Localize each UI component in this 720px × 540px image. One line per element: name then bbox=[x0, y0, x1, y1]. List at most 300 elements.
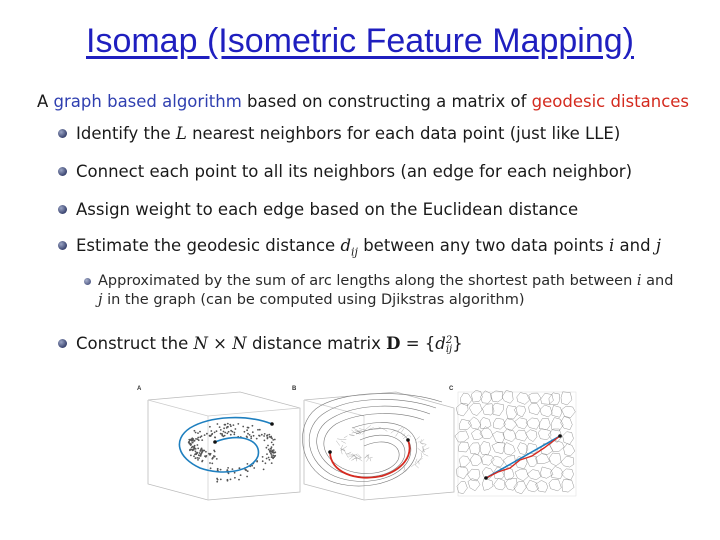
scatter-point bbox=[217, 423, 219, 425]
graph-cell bbox=[480, 391, 491, 404]
graph-cell bbox=[459, 419, 471, 430]
scatter-point bbox=[238, 479, 240, 481]
scatter-point bbox=[230, 434, 232, 436]
figure-label-c: C bbox=[449, 386, 454, 392]
scatter-point bbox=[266, 458, 268, 460]
bullet-text: Construct the bbox=[76, 334, 194, 353]
graph-cell bbox=[457, 482, 468, 494]
graph-edge bbox=[415, 461, 419, 465]
scatter-point bbox=[245, 469, 247, 471]
graph-edge bbox=[417, 458, 423, 462]
graph-cell bbox=[482, 467, 494, 478]
graph-edge bbox=[353, 428, 359, 431]
graph-cell bbox=[482, 454, 495, 465]
scatter-point bbox=[214, 437, 216, 439]
scatter-point bbox=[269, 450, 271, 452]
scatter-point bbox=[272, 451, 274, 453]
scatter-point bbox=[214, 432, 216, 434]
graph-cell bbox=[561, 392, 572, 405]
graph-cell bbox=[503, 468, 514, 480]
graph-edge bbox=[420, 443, 423, 445]
scatter-point bbox=[232, 431, 234, 433]
scatter-point bbox=[261, 434, 263, 436]
scatter-point bbox=[247, 463, 249, 465]
scatter-point bbox=[190, 444, 192, 446]
scatter-point bbox=[274, 439, 276, 441]
scatter-point bbox=[192, 450, 194, 452]
graph-cell bbox=[494, 418, 506, 429]
scatter-point bbox=[242, 426, 244, 428]
scatter-point bbox=[244, 467, 246, 469]
scatter-point bbox=[216, 430, 218, 432]
scatter-point bbox=[194, 445, 196, 447]
scatter-point bbox=[193, 455, 195, 457]
scatter-point bbox=[272, 452, 274, 454]
scatter-point bbox=[274, 452, 276, 454]
bullet-icon bbox=[58, 241, 67, 250]
scatter-point bbox=[209, 462, 211, 464]
scatter-point bbox=[271, 456, 273, 458]
graph-edge bbox=[341, 450, 342, 451]
scatter-point bbox=[200, 454, 202, 456]
scatter-point bbox=[227, 471, 229, 473]
scatter-point bbox=[201, 461, 203, 463]
scatter-point bbox=[189, 449, 191, 451]
scatter-point bbox=[201, 452, 203, 454]
scatter-point bbox=[274, 451, 276, 453]
scatter-point bbox=[232, 468, 234, 470]
bullet-text: Identify the bbox=[76, 124, 176, 143]
graph-cell bbox=[514, 406, 526, 417]
scatter-point bbox=[197, 448, 199, 450]
scatter-point bbox=[216, 481, 218, 483]
graph-cell bbox=[538, 429, 551, 440]
scatter-point bbox=[197, 444, 199, 446]
scatter-point bbox=[265, 462, 267, 464]
graph-edge bbox=[358, 455, 361, 459]
scatter-point bbox=[273, 452, 275, 454]
scatter-point bbox=[212, 457, 214, 459]
graph-cell bbox=[536, 454, 550, 464]
scatter-point bbox=[191, 442, 193, 444]
scatter-point bbox=[200, 455, 202, 457]
scatter-point bbox=[196, 452, 198, 454]
bullet-text: Connect each point to all its neighbors (an edge for each neighbor) bbox=[76, 162, 633, 181]
graph-edge bbox=[423, 448, 424, 453]
graph-cell bbox=[468, 479, 480, 491]
scatter-point bbox=[201, 452, 203, 454]
scatter-point bbox=[271, 442, 273, 444]
scatter-point bbox=[252, 463, 254, 465]
scatter-point bbox=[201, 448, 203, 450]
scatter-point bbox=[257, 429, 259, 431]
math-d: d bbox=[435, 334, 446, 353]
scatter-point bbox=[197, 437, 199, 439]
graph-cell bbox=[540, 405, 552, 417]
scatter-point bbox=[209, 435, 211, 437]
graph-edge bbox=[367, 455, 369, 459]
bullet-identify-neighbors bbox=[58, 124, 620, 143]
scatter-point bbox=[227, 426, 229, 428]
scatter-point bbox=[224, 424, 226, 426]
scatter-point bbox=[190, 444, 192, 446]
graph-edge bbox=[365, 455, 367, 458]
graph-cell bbox=[551, 418, 563, 431]
graph-cell bbox=[563, 432, 574, 445]
graph-edge bbox=[351, 457, 356, 460]
graph-cell bbox=[541, 467, 554, 478]
graph-edge bbox=[410, 435, 411, 437]
scatter-point bbox=[256, 461, 258, 463]
graph-edge bbox=[368, 455, 369, 459]
math-subscript-ij: ij bbox=[445, 343, 453, 355]
graph-cell bbox=[482, 478, 493, 490]
scatter-point bbox=[196, 457, 198, 459]
bullet-icon bbox=[58, 339, 67, 348]
math-i: i bbox=[636, 273, 642, 289]
scatter-point bbox=[213, 455, 215, 457]
graph-cell bbox=[526, 456, 537, 467]
scatter-point bbox=[217, 470, 219, 472]
math-N: N bbox=[232, 334, 247, 353]
bullet-icon bbox=[58, 205, 67, 214]
graph-cell bbox=[529, 393, 541, 403]
math-subscript-ij: ij bbox=[351, 245, 358, 259]
graph-edge bbox=[364, 455, 369, 459]
scatter-point bbox=[270, 448, 272, 450]
scatter-point bbox=[201, 451, 203, 453]
graph-cell bbox=[455, 431, 469, 442]
graph-edge bbox=[418, 448, 424, 453]
graph-edge bbox=[401, 428, 404, 432]
graph-cell bbox=[536, 480, 548, 492]
graph-edge bbox=[403, 435, 409, 439]
scatter-point bbox=[193, 440, 195, 442]
scatter-point bbox=[203, 450, 205, 452]
graph-cell bbox=[469, 403, 482, 415]
scatter-point bbox=[219, 426, 221, 428]
intro-highlight-geodesic: geodesic distances bbox=[531, 92, 690, 111]
scatter-point bbox=[244, 431, 246, 433]
figure-label-a: A bbox=[137, 386, 142, 392]
scatter-point bbox=[194, 440, 196, 442]
graph-cell bbox=[503, 455, 515, 466]
slide-title: Isomap (Isometric Feature Mapping) bbox=[86, 22, 634, 60]
graph-cell bbox=[515, 457, 527, 469]
scatter-point bbox=[256, 438, 258, 440]
scatter-point bbox=[190, 455, 192, 457]
scatter-point bbox=[247, 470, 249, 472]
scatter-point bbox=[199, 455, 201, 457]
graph-cell bbox=[503, 443, 515, 456]
graph-cell bbox=[526, 418, 540, 429]
scatter-point bbox=[246, 436, 248, 438]
graph-edge bbox=[384, 429, 387, 431]
graph-edge bbox=[411, 464, 414, 467]
graph-edge bbox=[341, 449, 342, 454]
scatter-point bbox=[191, 438, 193, 440]
figure-label-b: B bbox=[292, 386, 297, 392]
graph-edge bbox=[396, 432, 399, 437]
bullet-icon bbox=[58, 167, 67, 176]
scatter-point bbox=[199, 450, 201, 452]
scatter-point bbox=[204, 455, 206, 457]
scatter-point bbox=[268, 457, 270, 459]
scatter-point bbox=[194, 448, 196, 450]
scatter-point bbox=[271, 450, 273, 452]
scatter-point bbox=[250, 437, 252, 439]
sub-bullet-icon bbox=[84, 278, 91, 285]
scatter-point bbox=[198, 457, 200, 459]
scatter-point bbox=[202, 449, 204, 451]
graph-cell bbox=[552, 405, 562, 417]
scatter-point bbox=[228, 431, 230, 433]
scatter-point bbox=[193, 449, 195, 451]
scatter-point bbox=[246, 476, 248, 478]
scatter-point bbox=[253, 467, 255, 469]
graph-cell bbox=[458, 442, 469, 452]
scatter-point bbox=[209, 435, 211, 437]
scatter-point bbox=[227, 423, 229, 425]
scatter-point bbox=[266, 453, 268, 455]
scatter-point bbox=[259, 435, 261, 437]
graph-edge bbox=[394, 431, 398, 432]
graph-cell bbox=[561, 469, 574, 480]
scatter-point bbox=[189, 443, 191, 445]
scatter-point bbox=[206, 455, 208, 457]
scatter-point bbox=[220, 479, 222, 481]
scatter-point bbox=[271, 450, 273, 452]
scatter-point bbox=[192, 438, 194, 440]
graph-edge bbox=[341, 445, 343, 449]
scatter-point bbox=[270, 448, 272, 450]
scatter-point bbox=[223, 435, 225, 437]
graph-edge bbox=[349, 435, 354, 436]
graph-edge bbox=[421, 453, 422, 457]
scatter-point bbox=[234, 477, 236, 479]
scatter-point bbox=[273, 449, 275, 451]
scatter-point bbox=[206, 433, 208, 435]
scatter-point bbox=[227, 479, 229, 481]
scatter-point bbox=[195, 438, 197, 440]
scatter-point bbox=[247, 433, 249, 435]
scatter-point bbox=[270, 453, 272, 455]
scatter-point bbox=[264, 433, 266, 435]
scatter-point bbox=[262, 460, 264, 462]
graph-cell bbox=[491, 456, 504, 467]
scatter-point bbox=[267, 445, 269, 447]
graph-cell bbox=[502, 390, 513, 403]
scatter-point bbox=[273, 456, 275, 458]
scatter-point bbox=[201, 435, 203, 437]
scatter-point bbox=[200, 449, 202, 451]
graph-cell bbox=[549, 479, 561, 491]
graph-edge bbox=[346, 454, 349, 458]
intro-prefix: A bbox=[37, 92, 54, 111]
scatter-point bbox=[270, 451, 272, 453]
bullet-connect-neighbors bbox=[58, 162, 632, 181]
scatter-point bbox=[204, 434, 206, 436]
graph-cell bbox=[506, 406, 517, 420]
math-times: × bbox=[207, 334, 233, 353]
scatter-point bbox=[272, 439, 274, 441]
scatter-point bbox=[239, 467, 241, 469]
scatter-point bbox=[209, 453, 211, 455]
graph-edge bbox=[423, 445, 426, 448]
scatter-point bbox=[188, 441, 190, 443]
scatter-point bbox=[199, 436, 201, 438]
scatter-point bbox=[237, 436, 239, 438]
graph-cell bbox=[549, 453, 561, 466]
scatter-point bbox=[271, 437, 273, 439]
graph-edge bbox=[356, 430, 361, 432]
graph-cell bbox=[479, 441, 491, 455]
scatter-point bbox=[221, 435, 223, 437]
graph-cell bbox=[468, 417, 481, 429]
scatter-point bbox=[247, 427, 249, 429]
graph-edge bbox=[349, 457, 353, 460]
graph-edge bbox=[419, 456, 423, 460]
graph-edge bbox=[423, 454, 428, 457]
scatter-point bbox=[221, 433, 223, 435]
math-D: D bbox=[386, 334, 401, 353]
scatter-point bbox=[226, 427, 228, 429]
graph-edge bbox=[353, 454, 358, 457]
scatter-point bbox=[271, 454, 273, 456]
scatter-point bbox=[199, 452, 201, 454]
scatter-point bbox=[223, 431, 225, 433]
graph-edge bbox=[417, 437, 420, 440]
scatter-point bbox=[269, 436, 271, 438]
graph-cell bbox=[471, 429, 483, 440]
scatter-point bbox=[271, 451, 273, 453]
graph-edge bbox=[366, 458, 369, 462]
graph-cell bbox=[564, 444, 575, 456]
graph-cell bbox=[492, 403, 503, 415]
scatter-point bbox=[192, 442, 194, 444]
graph-edge bbox=[351, 430, 354, 433]
bullet-text: Estimate the geodesic distance bbox=[76, 236, 341, 255]
graph-edge bbox=[403, 433, 406, 436]
scatter-point bbox=[266, 435, 268, 437]
bullet-text: Assign weight to each edge based on the Euclidean distance bbox=[76, 200, 579, 219]
graph-edge bbox=[347, 452, 351, 454]
scatter-point bbox=[234, 432, 236, 434]
bullet-estimate-geodesic bbox=[58, 236, 661, 258]
graph-cell bbox=[471, 390, 482, 402]
graph-cell bbox=[526, 480, 539, 492]
graph-cell bbox=[456, 403, 468, 416]
graph-edge bbox=[357, 457, 362, 461]
graph-cell bbox=[470, 443, 481, 455]
scatter-point bbox=[223, 427, 225, 429]
graph-cell bbox=[529, 404, 541, 415]
math-L: L bbox=[175, 124, 187, 143]
scatter-point bbox=[224, 432, 226, 434]
graph-edge bbox=[342, 446, 347, 450]
graph-edge bbox=[421, 443, 427, 444]
graph-cell bbox=[515, 430, 527, 441]
scatter-point bbox=[271, 456, 273, 458]
scatter-point bbox=[217, 469, 219, 471]
graph-cell bbox=[460, 393, 472, 406]
scatter-point bbox=[211, 434, 213, 436]
scatter-point bbox=[233, 434, 235, 436]
scatter-point bbox=[214, 456, 216, 458]
scatter-point bbox=[191, 449, 193, 451]
scatter-point bbox=[227, 467, 229, 469]
scatter-point bbox=[227, 426, 229, 428]
bullet-text: distance matrix bbox=[246, 334, 387, 353]
scatter-point bbox=[194, 430, 196, 432]
graph-edge bbox=[424, 450, 425, 452]
scatter-point bbox=[272, 457, 274, 459]
scatter-point bbox=[214, 451, 216, 453]
intro-line bbox=[37, 92, 689, 111]
scatter-point bbox=[221, 433, 223, 435]
scatter-point bbox=[250, 436, 252, 438]
scatter-point bbox=[195, 432, 197, 434]
scatter-point bbox=[197, 432, 199, 434]
scatter-point bbox=[274, 455, 276, 457]
graph-edge bbox=[423, 446, 424, 450]
scatter-point bbox=[210, 453, 212, 455]
scatter-point bbox=[226, 469, 228, 471]
scatter-point bbox=[246, 436, 248, 438]
graph-edge bbox=[404, 464, 405, 469]
scatter-point bbox=[196, 452, 198, 454]
scatter-point bbox=[212, 457, 214, 459]
graph-edge bbox=[421, 439, 424, 443]
graph-edge bbox=[397, 427, 402, 431]
scatter-point bbox=[214, 436, 216, 438]
scatter-point bbox=[195, 451, 197, 453]
graph-edge bbox=[370, 458, 371, 461]
scatter-point bbox=[216, 478, 218, 480]
sub-bullet-text: and bbox=[641, 273, 674, 289]
scatter-point bbox=[208, 453, 210, 455]
graph-cell bbox=[504, 419, 517, 431]
scatter-point bbox=[230, 430, 232, 432]
math-i: i bbox=[609, 236, 615, 255]
graph-cell bbox=[503, 429, 516, 442]
sub-bullet-text: Approximated by the sum of arc lengths along the shortest path between bbox=[98, 273, 637, 289]
sub-bullet-text: in the graph (can be computed using Djikstras algorithm) bbox=[102, 292, 525, 308]
graph-cell bbox=[515, 418, 528, 429]
graph-cell bbox=[517, 393, 530, 405]
scatter-point bbox=[263, 435, 265, 437]
scatter-point bbox=[197, 459, 199, 461]
graph-cell bbox=[514, 481, 527, 494]
scatter-point bbox=[199, 431, 201, 433]
scatter-point bbox=[234, 472, 236, 474]
graph-cell bbox=[561, 416, 573, 429]
graph-cell bbox=[480, 427, 493, 439]
scatter-point bbox=[194, 446, 196, 448]
math-j: j bbox=[655, 236, 661, 255]
scatter-point bbox=[244, 469, 246, 471]
scatter-point bbox=[220, 433, 222, 435]
graph-edge bbox=[365, 425, 371, 430]
scatter-point bbox=[256, 460, 258, 462]
scatter-point bbox=[188, 443, 190, 445]
graph-edge bbox=[344, 449, 346, 453]
scatter-point bbox=[195, 457, 197, 459]
graph-edge bbox=[341, 449, 345, 451]
scatter-point bbox=[192, 439, 194, 441]
scatter-point bbox=[239, 467, 241, 469]
scatter-point bbox=[228, 473, 230, 475]
